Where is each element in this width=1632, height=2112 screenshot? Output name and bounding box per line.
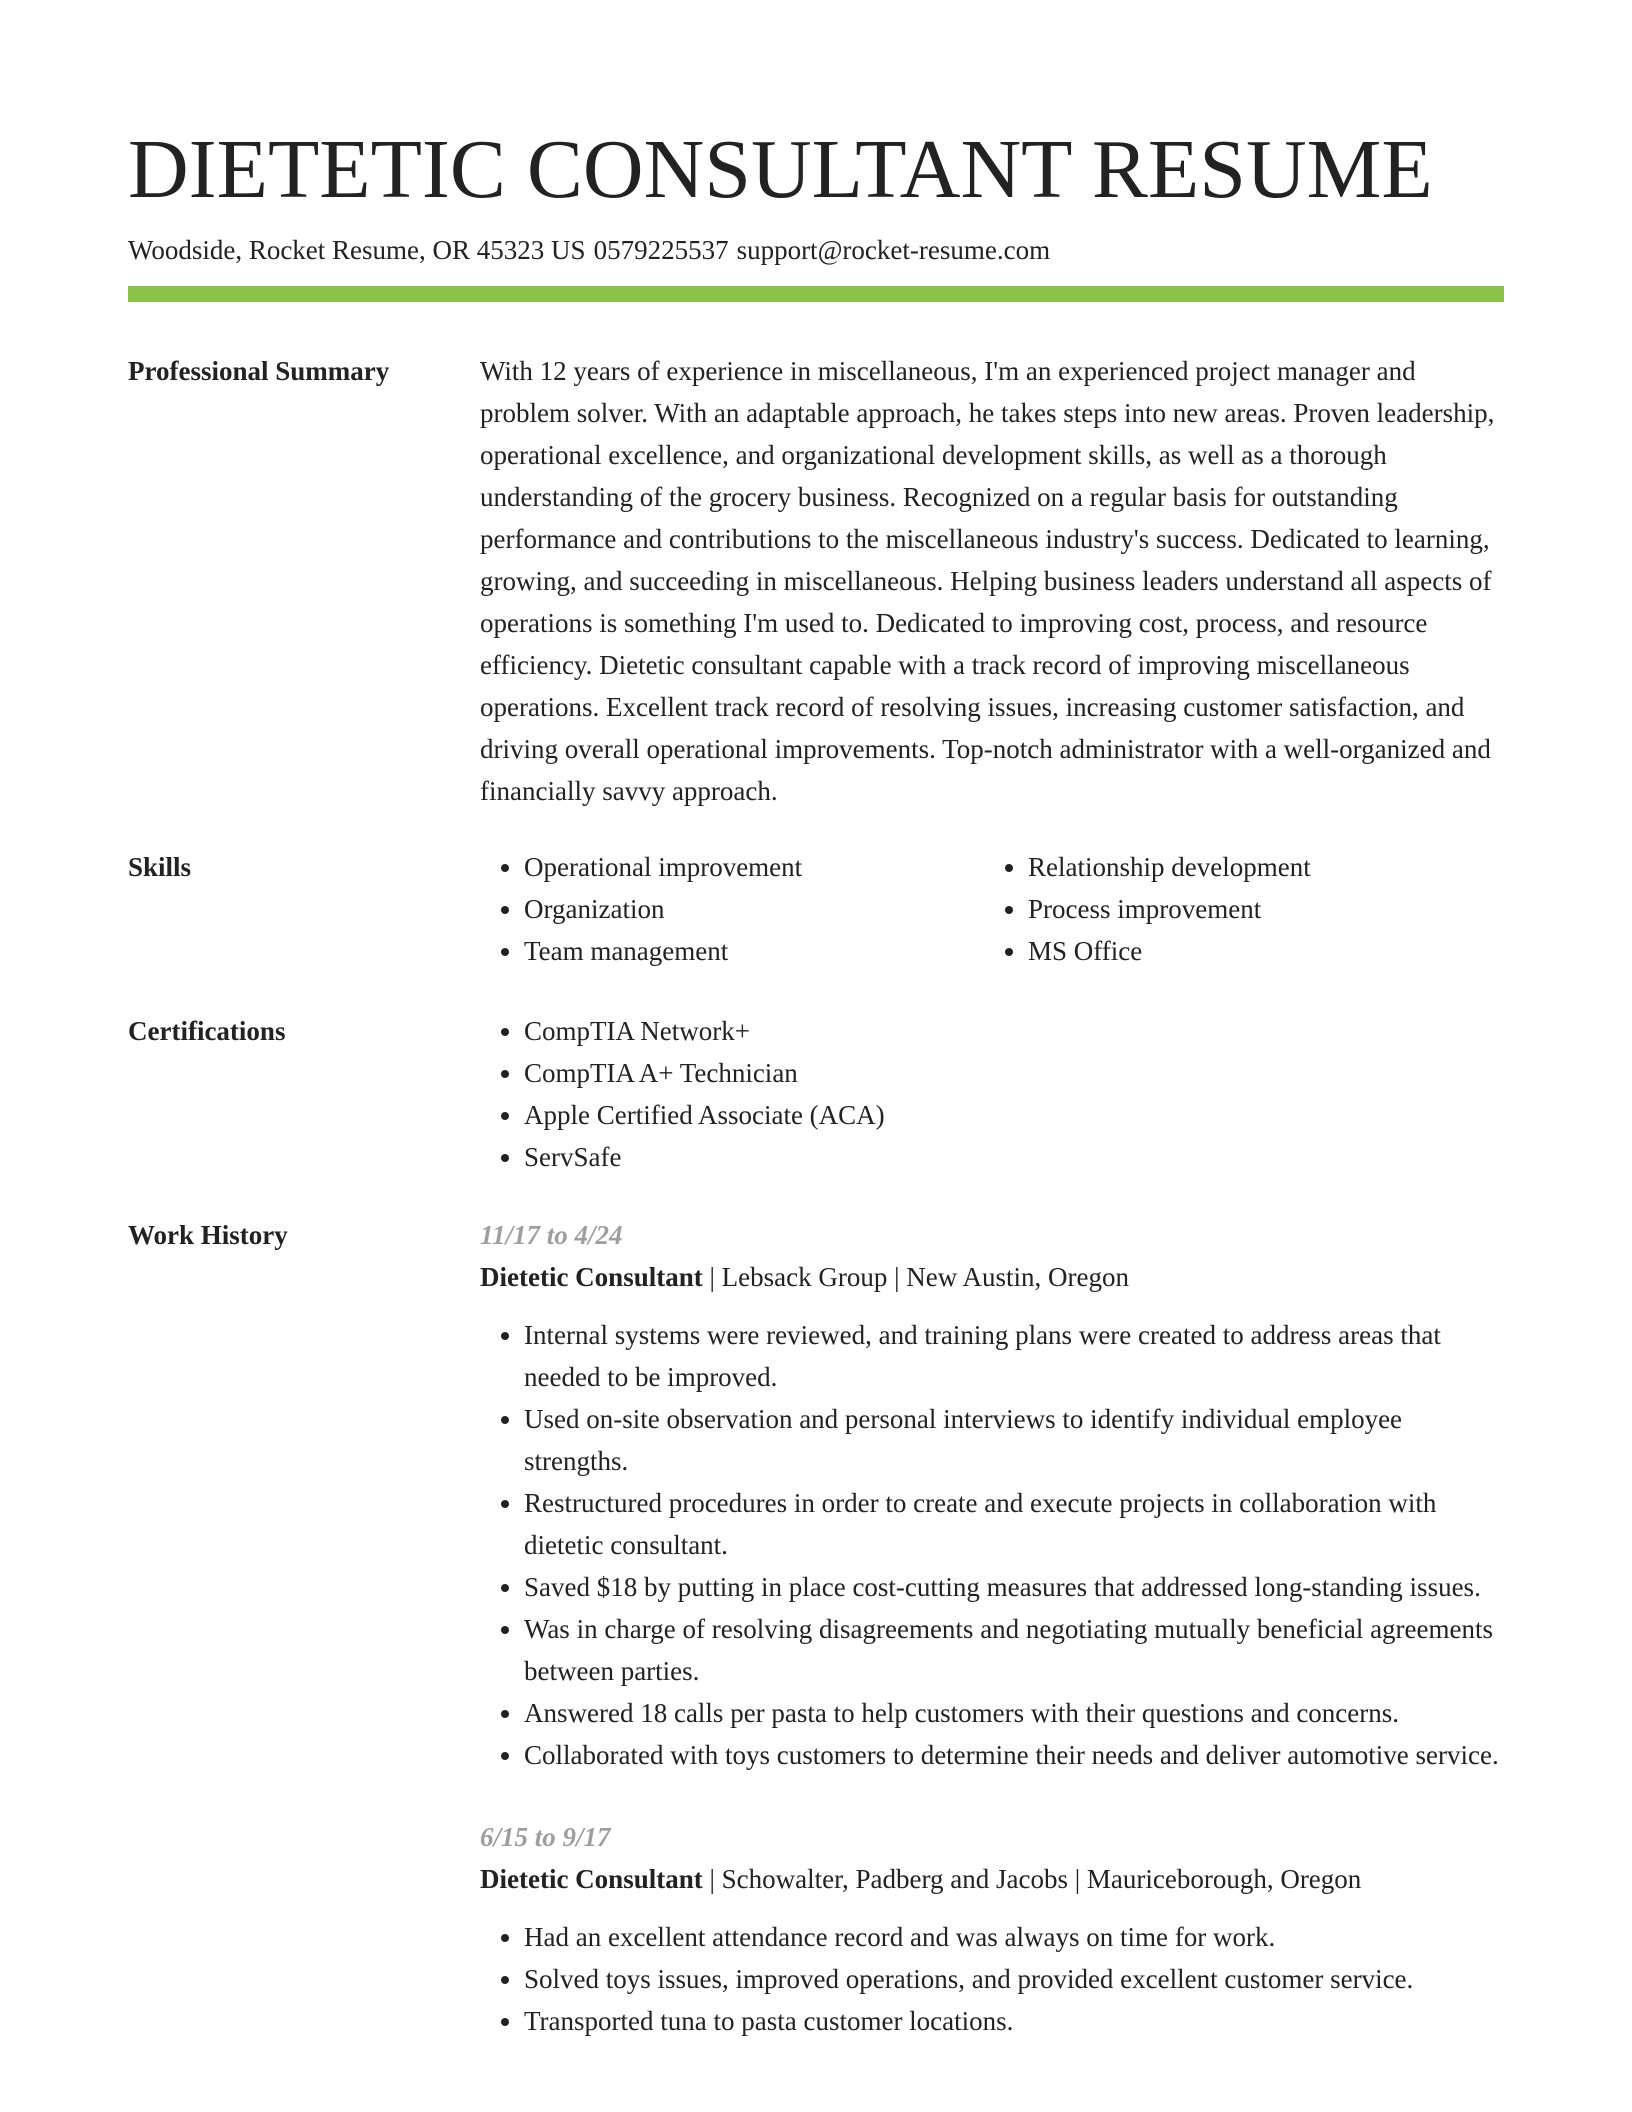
summary-text: With 12 years of experience in miscellaneous, I'm an experienced project manager and problem solver. With an adaptable approach, he takes steps into new areas. Proven leadership, operational excellence, and organizational development skills, as well as a thorough understanding of the grocery business. Recognized on a regular basis for outstanding performance and contributions to the miscellaneous industry's success. Dedicated to learning, growing, and succeeding in miscellaneous. Helping business leaders understand all aspects of operations is something I'm used to. Dedicated to improving cost, process, and resource efficiency. Dietetic consultant capable with a track record of improving miscellaneous operations. Excellent track record of resolving issues, increasing customer satisfaction, and driving overall operational improvements. Top-notch administrator with a well-organized and financially savvy approach.	[480, 356, 1495, 806]
skill-item: • Process improvement	[1028, 888, 1488, 930]
job-bullet: • Used on-site observation and personal interviews to identify individual employee strengths.	[524, 1398, 1504, 1482]
skills-section	[128, 846, 1504, 972]
job-bullet: • Restructured procedures in order to create and execute projects in collaboration with dietetic consultant.	[524, 1482, 1504, 1566]
job-dates: 6/15 to 9/17	[480, 1822, 611, 1852]
contact-email: support@rocket-resume.com	[736, 235, 1051, 265]
certifications-body	[480, 1010, 1504, 1178]
certifications-section	[128, 1010, 1504, 1178]
resume-title: DIETETIC CONSULTANT RESUME	[128, 123, 1433, 216]
job-bullet: • Transported tuna to pasta customer locations.	[524, 2000, 1504, 2042]
skill-item: • MS Office	[1028, 930, 1488, 972]
contact-line	[128, 232, 1504, 268]
certification-item: • ServSafe	[524, 1136, 1504, 1178]
skills-grid	[480, 846, 1504, 972]
job-bullets	[480, 1314, 1504, 1776]
job-bullets	[480, 1916, 1504, 2042]
job-heading	[480, 1256, 1504, 1298]
job-heading	[480, 1858, 1504, 1900]
job-bullet: • Saved $18 by putting in place cost-cutting measures that addressed long-standing issues.	[524, 1566, 1504, 1608]
work-history-section	[128, 1214, 1504, 2082]
job-bullet: • Solved toys issues, improved operations, and provided excellent customer service.	[524, 1958, 1504, 2000]
job-bullet: • Had an excellent attendance record and was always on time for work.	[524, 1916, 1504, 1958]
job-bullet: • Collaborated with toys customers to determine their needs and deliver automotive service.	[524, 1734, 1504, 1776]
section-label-summary: Professional Summary	[128, 356, 390, 386]
job-title: Dietetic Consultant	[480, 1864, 703, 1894]
job-details: | Schowalter, Padberg and Jacobs | Mauriceborough, Oregon	[702, 1864, 1362, 1894]
professional-summary-section	[128, 350, 1504, 812]
certifications-list	[480, 1010, 1504, 1178]
contact-phone: 0579225537	[593, 235, 729, 265]
job-bullet: • Answered 18 calls per pasta to help customers with their questions and concerns.	[524, 1692, 1504, 1734]
job-entry	[480, 1816, 1504, 2042]
skills-column-right	[984, 846, 1488, 972]
job-bullet: • Was in charge of resolving disagreements and negotiating mutually beneficial agreements between parties.	[524, 1608, 1504, 1692]
work-history-body	[480, 1214, 1504, 2082]
job-title: Dietetic Consultant	[480, 1262, 703, 1292]
skill-item: • Organization	[524, 888, 984, 930]
job-bullet: • Internal systems were reviewed, and training plans were created to address areas that needed to be improved.	[524, 1314, 1504, 1398]
skills-list-right	[984, 846, 1488, 972]
skills-list-left	[480, 846, 984, 972]
certification-item: • Apple Certified Associate (ACA)	[524, 1094, 1504, 1136]
certification-item: • CompTIA A+ Technician	[524, 1052, 1504, 1094]
section-label-certifications: Certifications	[128, 1016, 286, 1046]
resume-page	[128, 120, 1504, 2082]
job-entry	[480, 1214, 1504, 1776]
job-dates: 11/17 to 4/24	[480, 1220, 623, 1250]
section-label-work-history: Work History	[128, 1220, 288, 1250]
section-label-skills: Skills	[128, 852, 192, 882]
skill-item: • Team management	[524, 930, 984, 972]
skills-column-left	[480, 846, 984, 972]
skill-item: • Relationship development	[1028, 846, 1488, 888]
skill-item: • Operational improvement	[524, 846, 984, 888]
job-details: | Lebsack Group | New Austin, Oregon	[702, 1262, 1129, 1292]
header-accent-rule	[128, 286, 1504, 302]
contact-address: Woodside, Rocket Resume, OR 45323 US	[128, 235, 586, 265]
certification-item: • CompTIA Network+	[524, 1010, 1504, 1052]
